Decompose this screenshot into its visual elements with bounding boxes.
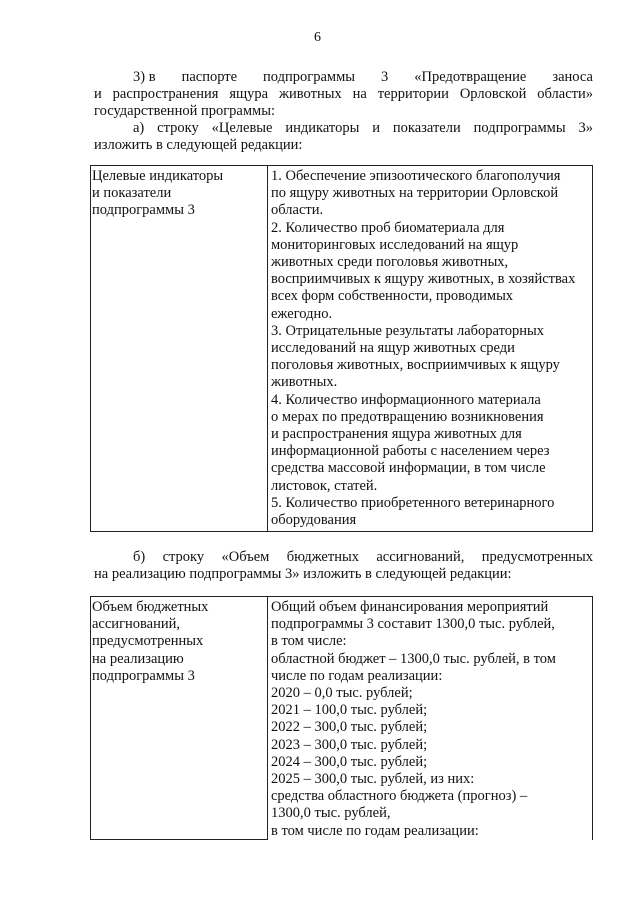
cell-line: всех форм собственности, проводимых <box>271 288 514 305</box>
cell-line: информационной работы с населением через <box>271 443 550 460</box>
intro-word: заноса <box>552 69 593 85</box>
cell-line: средства областного бюджета (прогноз) – <box>271 788 528 805</box>
budget-value-cell <box>268 597 593 840</box>
cell-line: восприимчивых к ящуру животных, в хозяйствах <box>271 271 576 288</box>
cell-line: ежегодно. <box>271 305 333 322</box>
cell-line: животных. <box>271 374 338 391</box>
cell-line: подпрограммы 3 <box>92 667 195 684</box>
intro-word: паспорте <box>181 69 238 85</box>
sub-b-line-2: на реализацию подпрограммы 3» изложить в следующей редакции: <box>94 566 512 582</box>
cell-line: 2022 – 300,0 тыс. рублей; <box>271 719 428 736</box>
cell-line: Общий объем финансирования мероприятий <box>271 599 549 615</box>
cell-line: по ящуру животных на территории Орловской <box>271 185 559 202</box>
indicators-table <box>90 165 593 532</box>
cell-line: Целевые индикаторы <box>92 168 224 184</box>
indicators-label-cell <box>91 166 268 532</box>
intro-line-2: и распространения ящура животных на территории Орловской области» <box>94 86 593 102</box>
intro-word: «Предотвращение <box>414 69 527 85</box>
cell-line: 1300,0 тыс. рублей, <box>271 805 391 822</box>
sub-a-line-2: изложить в следующей редакции: <box>94 137 303 153</box>
sub-a-line-1: а) строку «Целевые индикаторы и показатели подпрограммы 3» <box>133 120 593 136</box>
cell-line: 4. Количество информационного материала <box>271 391 541 408</box>
cell-line: средства массовой информации, в том числе <box>271 460 546 477</box>
cell-line: и показатели <box>92 185 172 202</box>
cell-line: 2. Количество проб биоматериала для <box>271 219 505 236</box>
cell-line: 5. Количество приобретенного ветеринарного <box>271 494 555 511</box>
cell-line: подпрограммы 3 составит 1300,0 тыс. рублей, <box>271 616 555 633</box>
intro-word: 3 <box>381 69 389 85</box>
cell-line: в том числе: <box>271 633 347 650</box>
cell-line: подпрограммы 3 <box>92 202 195 219</box>
table-row <box>91 166 593 532</box>
cell-line: 2023 – 300,0 тыс. рублей; <box>271 736 428 753</box>
cell-line: оборудования <box>271 512 357 529</box>
cell-line: 2025 – 300,0 тыс. рублей, из них: <box>271 771 475 788</box>
indicators-value-cell <box>268 166 593 532</box>
budget-table <box>90 596 593 840</box>
cell-line: 1. Обеспечение эпизоотического благополучия <box>271 168 561 184</box>
cell-line: животных среди поголовья животных, <box>271 254 509 271</box>
cell-line: поголовья животных, восприимчивых к ящуру <box>271 357 560 374</box>
sub-b-line-1: б) строку «Объем бюджетных ассигнований, предусмотренных <box>133 549 593 565</box>
intro-word: подпрограммы <box>263 69 356 85</box>
intro-line-3: государственной программы: <box>94 103 275 119</box>
cell-line: ассигнований, <box>92 616 181 633</box>
cell-line: предусмотренных <box>92 633 204 650</box>
cell-line: 2024 – 300,0 тыс. рублей; <box>271 753 428 770</box>
cell-line: в том числе по годам реализации: <box>271 822 479 839</box>
intro-word: 3) в <box>133 69 156 85</box>
cell-line: 3. Отрицательные результаты лабораторных <box>271 322 544 339</box>
cell-line: 2020 – 0,0 тыс. рублей; <box>271 685 413 702</box>
cell-line: области. <box>271 202 324 219</box>
page-number: 6 <box>314 30 321 45</box>
cell-line: числе по годам реализации: <box>271 667 443 684</box>
table-row <box>91 597 593 840</box>
cell-line: о мерах по предотвращению возникновения <box>271 408 544 425</box>
cell-line: Объем бюджетных <box>92 599 209 615</box>
cell-line: областной бюджет – 1300,0 тыс. рублей, в том <box>271 650 556 667</box>
intro-line-1 <box>133 69 593 86</box>
cell-line: листовок, статей. <box>271 477 378 494</box>
cell-line: 2021 – 100,0 тыс. рублей; <box>271 702 428 719</box>
budget-label-cell <box>91 597 268 840</box>
cell-line: на реализацию <box>92 650 184 667</box>
cell-line: мониторинговых исследований на ящур <box>271 236 519 253</box>
cell-line: исследований на ящур животных среди <box>271 340 515 357</box>
cell-line: и распространения ящура животных для <box>271 426 522 443</box>
